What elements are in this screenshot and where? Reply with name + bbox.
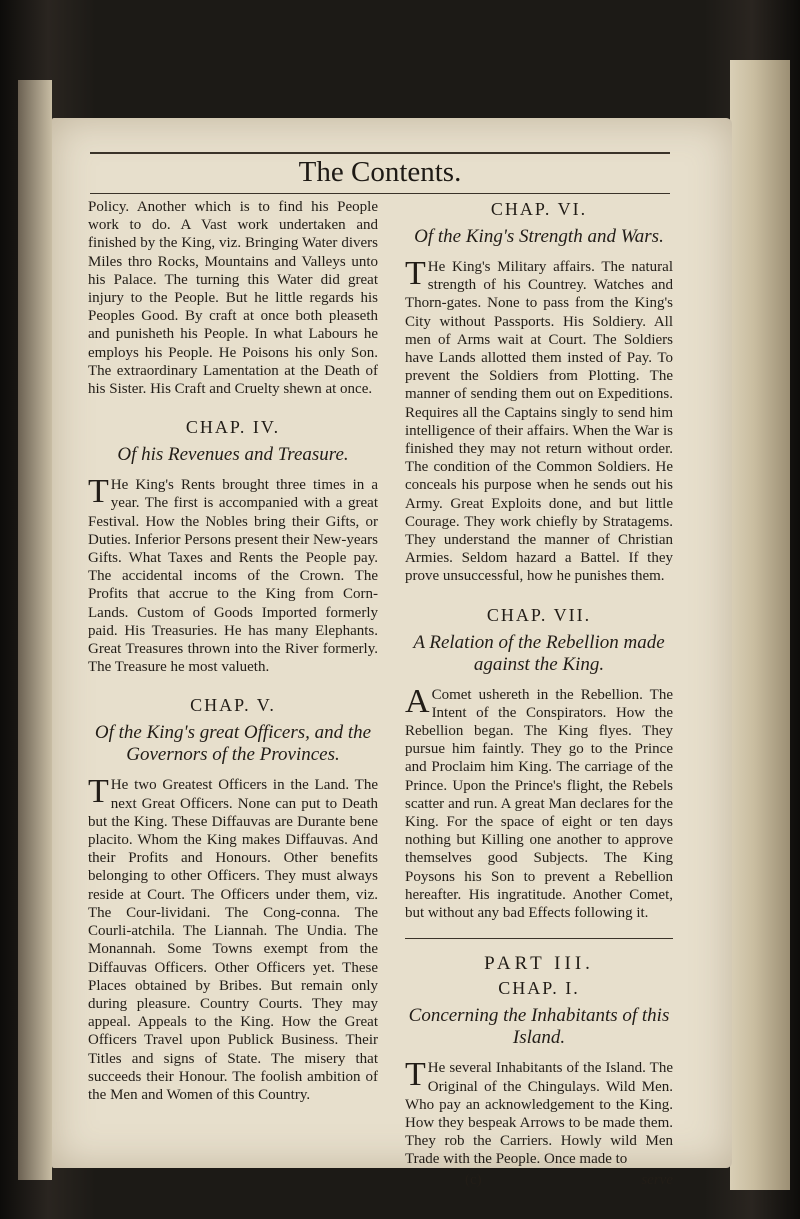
left-column — [88, 198, 378, 1104]
chapter-heading: CHAP. I. — [498, 978, 580, 999]
chapter-summary-text: Comet ushereth in the Rebellion. The Intent of the Conspirators. How the Rebellion began. The King flyes. They pursue him faintly. They go to the Prince and Proclaim him King. The carriage of the Prince. Upon the Prince's flight, the Rebels scatter and run. A great Man declares for the King. For the space of eight or ten days nothing but Killing one another to approve themselves good Subjects. The King Poysons his Son to prevent a Rebellion hereafter. His ingratitude. Another Comet, but without any bad Effects following it. — [405, 686, 673, 922]
left-page-edge — [18, 80, 52, 1180]
chapter-summary — [88, 473, 378, 676]
drop-cap: T — [88, 773, 109, 811]
chapter-summary-text: He several Inhabitants of the Island. The Original of the Chingulays. Wild Men. Who pay an acknowledgement to the King. How they bespeak Arrows to be made them. They rob the Carriers. Howly wild Men Trade with the People. Once made to — [405, 1060, 673, 1168]
chapter-heading: CHAP. IV. — [185, 417, 281, 438]
chapter-summary — [88, 773, 378, 1104]
chapter-heading: CHAP. VI. — [490, 199, 588, 219]
chapter-subtitle: A Relation of the Rebellion made against the King. — [413, 631, 665, 675]
right-page-edges — [730, 60, 790, 1190]
chapter-heading: CHAP. VII. — [486, 604, 592, 625]
section-rule — [405, 938, 673, 939]
chapter-subtitle: Of his Revenues and Treasure. — [117, 444, 349, 466]
drop-cap: T — [405, 255, 426, 292]
page-title: The Contents. — [298, 156, 462, 188]
signature-mark: (c) — [465, 1171, 482, 1188]
chapter-summary — [405, 682, 673, 923]
chapter-subtitle: Of the King's great Officers, and the Governors of the Provinces. — [94, 722, 372, 766]
part-heading: PART III. — [484, 953, 594, 975]
chapter-summary-text: He King's Rents brought three times in a year. The first is accompanied with a great Festival. How the Nobles bring their Gifts, or Duties. Inferior Persons present their New-years Gifts. What Taxes and Rents the People pay. The accidental incoms of the Crown. The Profits that accrue to the King from Corn-Lands. Custom of Goods Imported formerly paid. His Treasuries. He has many Elephants. Great Treasures thrown into the River formerly. The Treasure he most valueth. — [88, 477, 378, 676]
catchword: serve — [641, 1171, 673, 1188]
header-rule-bottom — [90, 193, 670, 194]
chapter-subtitle: Of the King's Strength and Wars. — [414, 226, 664, 247]
chapter-summary-text: He two Greatest Officers in the Land. The next Great Officers. None can put to Death but the King. These Diffauvas are Durante bene placito. Whom the King makes Diffauvas. And their Profits and Honours. Other benefits belonging to other Officers. They must always reside at Court. The Officers under them, viz. The Cour-lividani. The Cong-conna. The Courli-atchila. The Liannah. The Undia. The Monannah. Some Towns exempt from the Diffauvas Officers. Other Officers yet. These Places obtained by Bribes. But remain only during pleasure. Country Courts. They may appeal. Appeals to the King. How the Great Officers Travel upon Publick Business. Their Titles and signs of State. The misery that succeeds their Honour. The foolish ambition of the Men and Women of this Country. — [88, 777, 378, 1103]
chapter-heading: CHAP. V. — [190, 695, 276, 716]
chapter-subtitle: Concerning the Inhabitants of this Island. — [408, 1005, 670, 1049]
right-column — [405, 198, 673, 1189]
drop-cap: T — [405, 1056, 426, 1094]
chapter-summary-text: He King's Military affairs. The natural strength of his Countrey. Watches and Thorn-gates. None to pass from the King's City without Passports. His Soldiery. All men of Arms wait at Court. The Soldiers have Lands allotted them insted of Pay. To prevent the Soldiers from Plotting. The manner of sending them out on Expeditions. Requires all the Captains singly to send him intelligence of their affairs. When the War is finished they may not return without order. The condition of the Common Soldiers. He conceals his purpose when he sends out his Army. Great Exploits done, and but little Courage. They work chiefly by Stratagems. They understand the manner of Christian Armies. Seldom hazard a Battel. If they prove unsuccessful, how he punishes them. — [405, 259, 673, 585]
drop-cap: T — [88, 473, 109, 511]
chapter-summary — [405, 1056, 673, 1168]
page-footer — [405, 1171, 673, 1189]
drop-cap: A — [405, 682, 430, 720]
chapter-summary — [405, 255, 673, 586]
policy-paragraph: Policy. Another which is to find his People work to do. A Vast work undertaken and finished by the King, viz. Bringing Water divers Miles thro Rocks, Mountains and Valleys unto his Palace. The turning this Water did great injury to the People. But he little regards his Peoples Good. By craft at once both pleaseth and punisheth his People. In what Labours he employs his People. He Poisons his only Son. The extraordinary Lamentation at the Death of his Sister. His Craft and Cruelty shewn at once. — [88, 199, 378, 398]
